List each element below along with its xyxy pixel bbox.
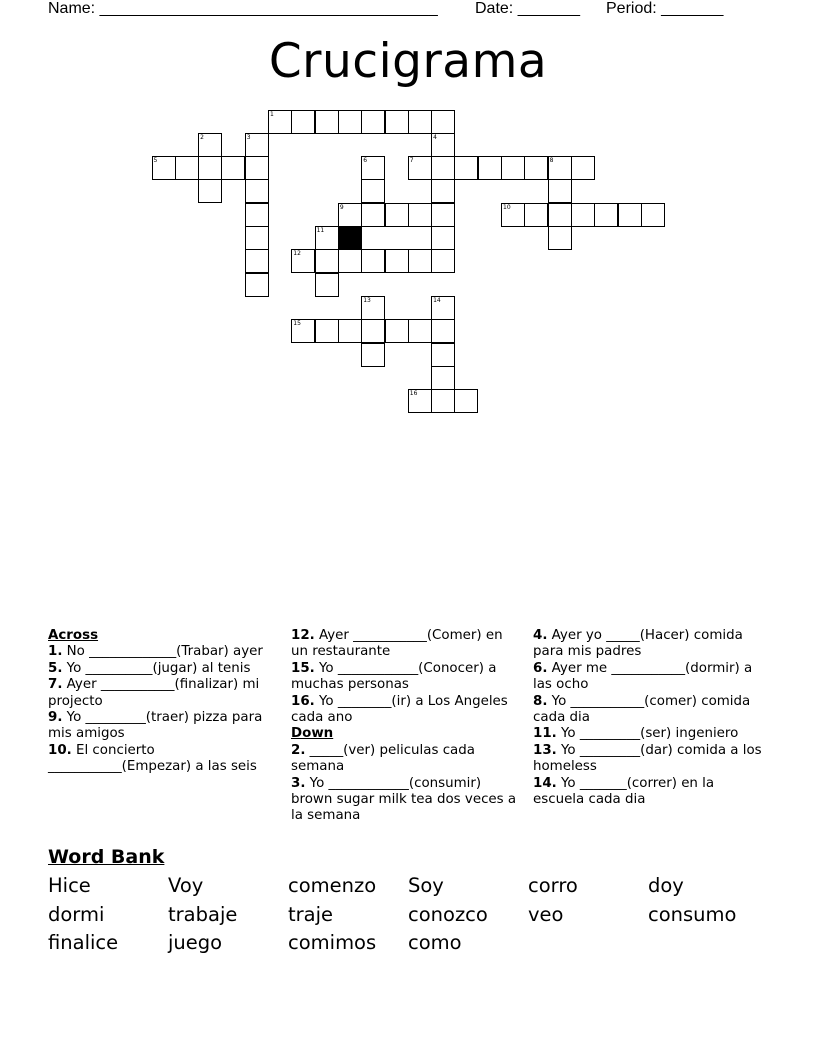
clue-text: Yo ____________(consumir) brown sugar milk tea dos veces a la semana xyxy=(291,775,517,824)
grid-cell[interactable] xyxy=(245,226,269,250)
grid-cell[interactable] xyxy=(431,110,455,134)
clue-number: 14 xyxy=(433,296,441,304)
clue-item xyxy=(533,726,769,742)
grid-cell[interactable] xyxy=(431,133,455,157)
grid-cell[interactable] xyxy=(198,179,222,203)
down-heading: Down xyxy=(291,726,334,742)
grid-cell[interactable] xyxy=(431,156,455,180)
clue-text: Yo ________(ir) a Los Angeles cada ano xyxy=(291,693,508,726)
word-bank-word: conozco xyxy=(408,902,488,926)
grid-cell[interactable] xyxy=(431,343,455,367)
grid-cell[interactable] xyxy=(361,319,385,343)
clue-item xyxy=(48,743,286,776)
clue-text: Yo _________(dar) comida a los homeless xyxy=(533,742,762,775)
grid-cell[interactable] xyxy=(338,319,362,343)
word-bank-word: como xyxy=(408,931,462,954)
grid-cell[interactable] xyxy=(361,203,385,227)
grid-cell[interactable] xyxy=(385,203,409,227)
grid-cell[interactable] xyxy=(408,249,432,273)
clue-item xyxy=(291,776,523,825)
grid-cell[interactable] xyxy=(548,156,572,180)
word-bank-word: trabaje xyxy=(168,902,238,926)
clues-column-1 xyxy=(48,628,286,776)
grid-cell[interactable] xyxy=(361,343,385,367)
clue-text: Yo _________(ser) ingeniero xyxy=(556,726,739,742)
grid-cell[interactable] xyxy=(385,110,409,134)
across-heading: Across xyxy=(48,628,99,643)
word-bank-word: consumo xyxy=(648,902,737,926)
clue-item xyxy=(533,776,769,809)
clue-number: 16 xyxy=(409,390,418,398)
clue-num: 8. xyxy=(533,693,548,709)
grid-cell[interactable] xyxy=(361,296,385,320)
clues-column-3 xyxy=(533,628,769,808)
clue-number: 3 xyxy=(246,133,251,141)
clue-num: 2. xyxy=(291,742,306,758)
grid-cell[interactable] xyxy=(431,203,455,227)
grid-cell[interactable] xyxy=(571,203,595,227)
clue-item xyxy=(533,628,769,661)
word-bank-word: corro xyxy=(528,874,578,897)
grid-cell[interactable] xyxy=(524,203,548,227)
word-bank-word: comimos xyxy=(288,931,377,954)
grid-cell[interactable] xyxy=(291,249,315,273)
grid-cell[interactable] xyxy=(524,156,548,180)
clue-number: 9 xyxy=(339,203,344,211)
grid-cell[interactable] xyxy=(338,203,362,227)
clue-item xyxy=(533,661,769,694)
clue-num: 15. xyxy=(291,660,315,676)
grid-cell[interactable] xyxy=(315,319,339,343)
grid-cell[interactable] xyxy=(291,319,315,343)
grid-cell[interactable] xyxy=(245,133,269,157)
word-bank-word: doy xyxy=(648,874,684,897)
clue-number: 1 xyxy=(270,110,274,118)
word-bank-word: finalice xyxy=(48,931,119,954)
grid-cell[interactable] xyxy=(338,249,362,273)
name-field: Name: ______________________________________ xyxy=(48,0,438,17)
grid-cell[interactable] xyxy=(315,249,339,273)
clue-number: 10 xyxy=(503,203,511,211)
clue-item xyxy=(48,710,286,743)
grid-cell[interactable] xyxy=(245,249,269,273)
clue-num: 5. xyxy=(48,660,63,676)
grid-cell[interactable] xyxy=(315,273,339,297)
clues-column-2 xyxy=(291,628,523,825)
clue-num: 3. xyxy=(291,775,306,791)
grid-cell[interactable] xyxy=(245,273,269,297)
grid-cell[interactable] xyxy=(478,156,502,180)
clue-item xyxy=(291,694,523,727)
black-cell xyxy=(338,226,362,250)
grid-cell[interactable] xyxy=(454,389,478,413)
clue-text: Ayer ___________(finalizar) mi projecto xyxy=(48,677,260,709)
period-field: Period: _______ xyxy=(606,0,724,17)
clue-number: 6 xyxy=(363,157,368,165)
grid-cell[interactable] xyxy=(408,203,432,227)
grid-cell[interactable] xyxy=(501,156,525,180)
grid-cell[interactable] xyxy=(408,389,432,413)
grid-cell[interactable] xyxy=(431,296,455,320)
clue-text: Yo __________(jugar) al tenis xyxy=(62,660,251,676)
clue-number: 12 xyxy=(293,250,301,258)
word-bank-word: veo xyxy=(528,902,564,926)
clue-item xyxy=(533,694,769,727)
grid-cell[interactable] xyxy=(152,156,176,180)
clue-num: 6. xyxy=(533,660,548,676)
grid-cell[interactable] xyxy=(431,366,455,390)
clue-text: Ayer me ___________(dormir) a las ocho xyxy=(533,660,753,693)
clue-number: 13 xyxy=(363,296,371,304)
grid-cell[interactable] xyxy=(221,156,245,180)
clue-text: Yo _________(traer) pizza para mis amigos xyxy=(48,710,263,742)
word-bank-word: comenzo xyxy=(288,874,377,897)
grid-cell[interactable] xyxy=(385,249,409,273)
grid-cell[interactable] xyxy=(361,249,385,273)
clue-number: 5 xyxy=(153,157,158,165)
grid-cell[interactable] xyxy=(338,110,362,134)
clue-text: Ayer yo _____(Hacer) comida para mis padres xyxy=(533,628,743,660)
clue-number: 4 xyxy=(433,133,437,141)
clue-text: _____(ver) peliculas cada semana xyxy=(291,742,475,775)
clue-num: 13. xyxy=(533,742,557,758)
grid-cell[interactable] xyxy=(548,226,572,250)
grid-cell[interactable] xyxy=(548,179,572,203)
clue-num: 4. xyxy=(533,628,548,643)
clue-num: 1. xyxy=(48,644,63,660)
date-field: Date: _______ xyxy=(475,0,580,17)
grid-cell[interactable] xyxy=(408,110,432,134)
grid-cell[interactable] xyxy=(315,226,339,250)
grid-cell[interactable] xyxy=(431,226,455,250)
grid-cell[interactable] xyxy=(198,133,222,157)
clue-text: Ayer ___________(Comer) en un restaurante xyxy=(291,628,503,660)
grid-cell[interactable] xyxy=(385,319,409,343)
clue-text: Yo ___________(comer) comida cada dia xyxy=(533,693,751,726)
clue-num: 12. xyxy=(291,628,315,643)
clue-num: 14. xyxy=(533,775,557,791)
grid-cell[interactable] xyxy=(408,156,432,180)
grid-cell[interactable] xyxy=(245,156,269,180)
grid-cell[interactable] xyxy=(245,203,269,227)
grid-cell[interactable] xyxy=(431,389,455,413)
word-bank-word: juego xyxy=(168,931,223,954)
grid-cell[interactable] xyxy=(198,156,222,180)
clue-item xyxy=(291,628,523,661)
grid-cell[interactable] xyxy=(408,319,432,343)
grid-cell[interactable] xyxy=(291,110,315,134)
clue-item xyxy=(291,743,523,776)
grid-cell[interactable] xyxy=(594,203,618,227)
clue-text: No _____________(Trabar) ayer xyxy=(62,644,263,660)
clue-num: 16. xyxy=(291,693,315,709)
grid-cell[interactable] xyxy=(245,179,269,203)
clue-number: 2 xyxy=(200,133,204,141)
clue-num: 10. xyxy=(48,742,72,758)
grid-cell[interactable] xyxy=(454,156,478,180)
grid-cell[interactable] xyxy=(361,110,385,134)
grid-cell[interactable] xyxy=(501,203,525,227)
clue-number: 8 xyxy=(549,157,554,165)
grid-cell[interactable] xyxy=(431,179,455,203)
grid-cell[interactable] xyxy=(618,203,642,227)
clue-text: Yo ____________(Conocer) a muchas personas xyxy=(291,660,497,693)
clue-num: 9. xyxy=(48,710,63,726)
page-title: Crucigrama xyxy=(268,34,548,89)
clue-num: 11. xyxy=(533,726,557,742)
word-bank-title: Word Bank xyxy=(48,846,165,868)
clue-item xyxy=(48,677,286,710)
clue-number: 7 xyxy=(409,157,414,165)
grid-cell[interactable] xyxy=(315,110,339,134)
clue-text: Yo _______(correr) en la escuela cada dia xyxy=(533,775,715,808)
clue-number: 15 xyxy=(293,320,301,328)
grid-cell[interactable] xyxy=(361,156,385,180)
word-bank-word: dormi xyxy=(48,902,105,926)
grid-cell[interactable] xyxy=(548,203,572,227)
clue-num: 7. xyxy=(48,677,63,693)
clue-item xyxy=(48,644,286,660)
clue-item xyxy=(533,743,769,776)
grid-cell[interactable] xyxy=(571,156,595,180)
word-bank-word: Hice xyxy=(48,874,91,897)
word-bank-word: Voy xyxy=(168,874,204,897)
grid-cell[interactable] xyxy=(431,249,455,273)
word-bank-word: Soy xyxy=(408,874,444,897)
clue-item xyxy=(48,661,286,677)
clue-number: 11 xyxy=(316,227,325,234)
clue-text: El concierto ___________(Empezar) a las seis xyxy=(48,742,257,775)
grid-cell[interactable] xyxy=(641,203,665,227)
word-bank-word: traje xyxy=(288,902,334,926)
grid-cell[interactable] xyxy=(431,319,455,343)
grid-cell[interactable] xyxy=(268,110,292,134)
grid-cell[interactable] xyxy=(361,179,385,203)
grid-cell[interactable] xyxy=(175,156,199,180)
clue-item xyxy=(291,661,523,694)
